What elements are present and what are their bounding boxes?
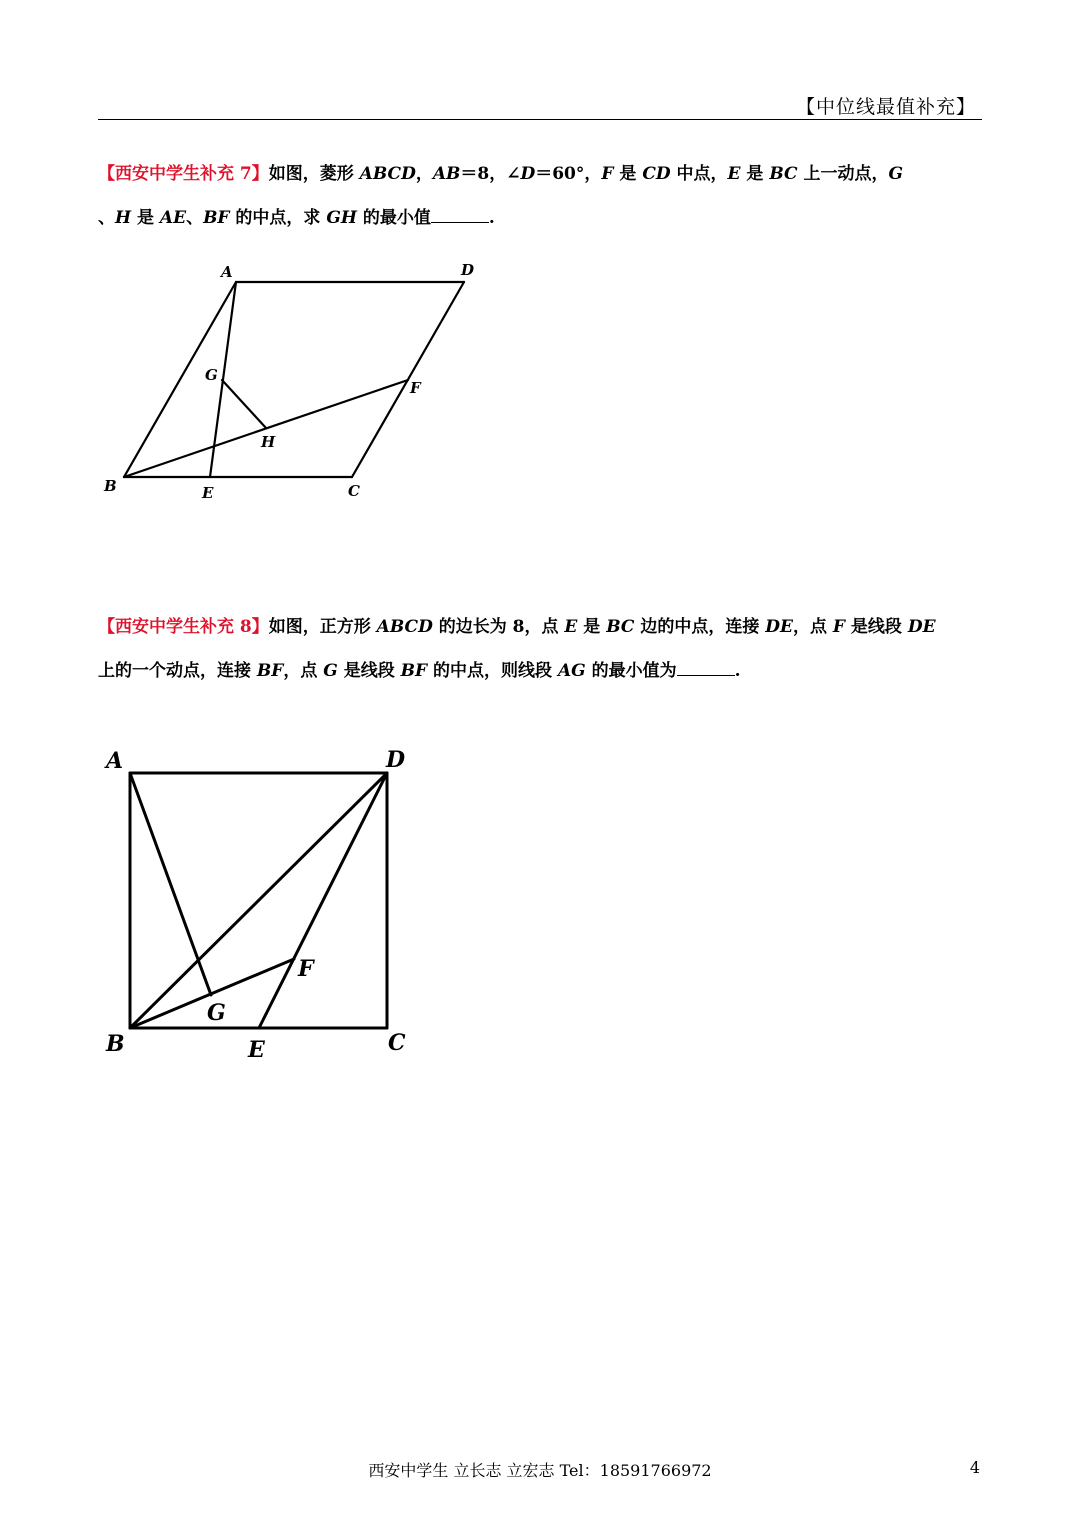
math-bf: BF [203, 208, 230, 228]
math-g: G [888, 164, 903, 184]
segment-ag [130, 773, 211, 995]
label-a: A [221, 263, 233, 281]
footer-text: 西安中学生 立长志 立宏志 Tel：18591766972 [368, 1461, 712, 1480]
label-e: E [202, 484, 214, 502]
problem-8-text-part: 上的一个动点，连接 [98, 661, 257, 681]
label-c: C [348, 482, 360, 500]
problem-8-text-part: 的边长为 8，点 [432, 617, 565, 637]
problem-7-text-part: 是 [131, 208, 160, 228]
math-f: F [832, 617, 845, 637]
problem-7-text-part: 、 [98, 208, 115, 228]
figure-8-square [130, 773, 387, 1028]
math-abcd: ABCD [359, 164, 416, 184]
label-h: H [261, 433, 276, 451]
problem-7-text-part: 如图，菱形 [268, 164, 360, 184]
math-ag: AG [557, 661, 586, 681]
segment-bd [130, 773, 387, 1028]
label-e: E [248, 1037, 265, 1063]
problem-7-text-part: ， [415, 164, 433, 184]
math-ae: AE [159, 208, 187, 228]
math-ab: AB [432, 164, 461, 184]
problem-8-text-part: 是线段 [845, 617, 908, 637]
problem-7-text-part: 是 [613, 164, 643, 184]
label-g: G [205, 366, 218, 384]
problem-8-text-part: 如图，正方形 [268, 617, 377, 637]
problem-8-text-part: 是线段 [337, 661, 401, 681]
problem-7-text-part: ＝8，∠ [460, 164, 521, 184]
math-abcd: ABCD [376, 617, 433, 637]
problem-7-tag: 【西安中学生补充 7】 [98, 164, 269, 184]
problem-7-text-part: 是 [740, 164, 770, 184]
problem-7-text-part: . [488, 208, 495, 228]
problem-7-text-part: ＝60°， [535, 164, 602, 184]
label-d: D [461, 261, 475, 279]
label-b: B [104, 477, 117, 495]
math-bc: BC [769, 164, 798, 184]
math-gh: GH [326, 208, 357, 228]
problem-7-text-part: 、 [186, 208, 204, 228]
segment-gh [222, 380, 266, 428]
problem-8-text-part: ，点 [283, 661, 324, 681]
label-c: C [388, 1030, 406, 1056]
problem-7-text-part: 上一动点， [797, 164, 889, 184]
problem-8-text-part: 的最小值为 [585, 661, 677, 681]
label-b: B [106, 1031, 125, 1057]
page-number: 4 [969, 1458, 980, 1477]
header-title: 【中位线最值补充】 [795, 96, 976, 118]
math-e: E [564, 617, 578, 637]
math-cd: CD [642, 164, 671, 184]
segment-de [259, 773, 387, 1028]
problem-8-text-part: ，点 [793, 617, 833, 637]
problem-8-text-part: . [734, 661, 741, 681]
problem-8-text-part: 边的中点，连接 [634, 617, 766, 637]
math-e: E [727, 164, 741, 184]
math-bf: BF [256, 661, 284, 681]
problem-7-text-part: 的中点，求 [229, 208, 327, 228]
problem-8-text-part: 是 [577, 617, 607, 637]
problem-8-tag: 【西安中学生补充 8】 [98, 617, 269, 637]
label-f: F [298, 956, 314, 982]
problem-7-text-part: 的最小值 [356, 208, 431, 228]
math-f: F [601, 164, 614, 184]
segment-ba [124, 282, 236, 477]
label-d: D [386, 747, 406, 773]
math-d: D [520, 164, 536, 184]
label-g: G [207, 1000, 226, 1026]
math-g: G [323, 661, 338, 681]
math-bc: BC [606, 617, 635, 637]
label-a: A [106, 748, 124, 774]
math-bf: BF [400, 661, 428, 681]
problem-8-text-part: 的中点，则线段 [427, 661, 558, 681]
problem-7-text-part: 中点， [670, 164, 728, 184]
math-de: DE [765, 617, 793, 637]
math-h: H [115, 208, 132, 228]
label-f: F [410, 379, 421, 397]
math-de: DE [907, 617, 936, 637]
